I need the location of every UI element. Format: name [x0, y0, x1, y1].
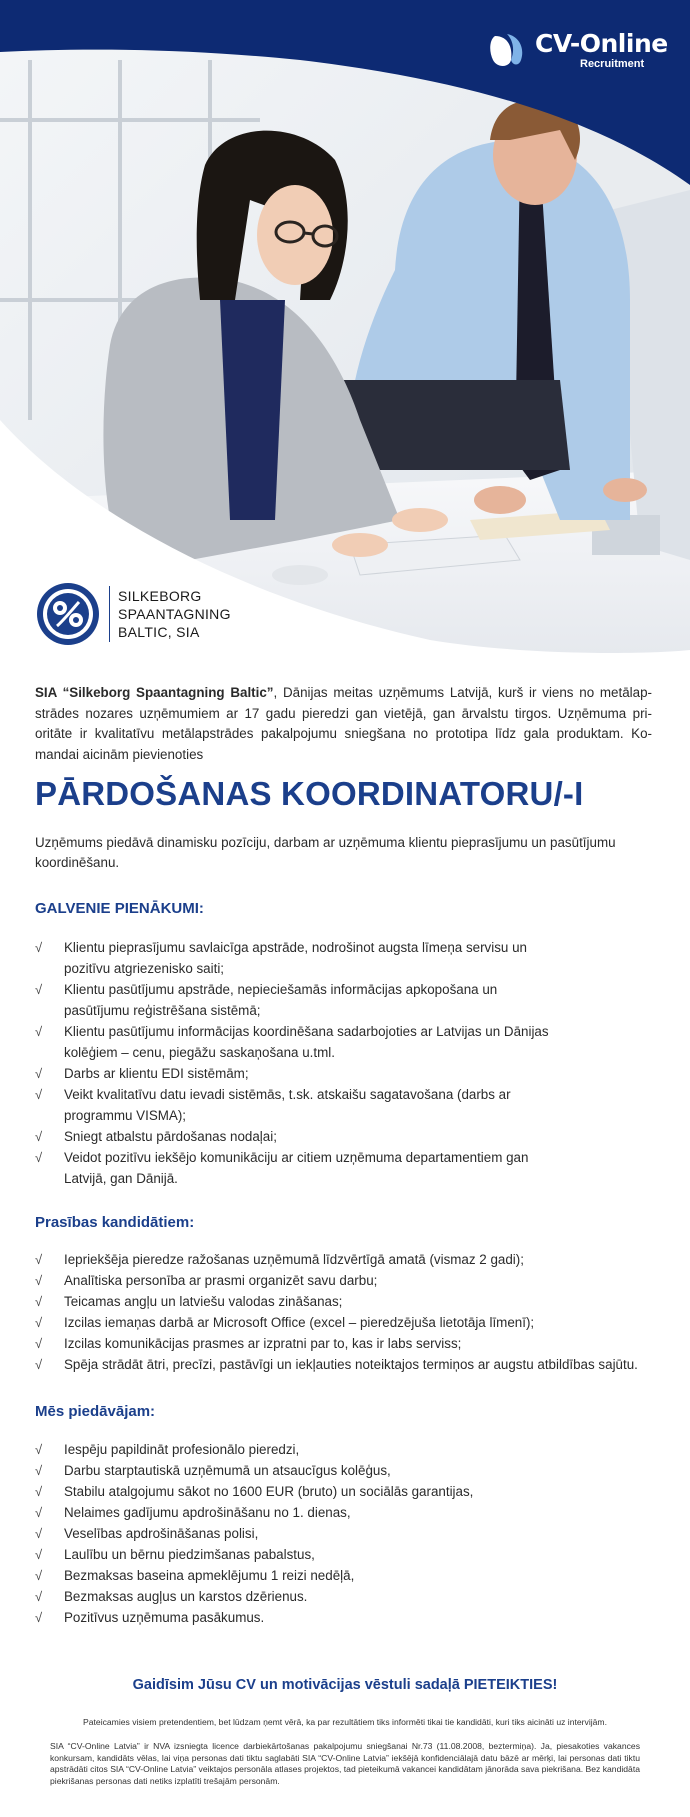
- check-icon: √: [35, 1526, 43, 1541]
- list-item-text: Laulību un bērnu piedzimšanas pabalstus,: [64, 1547, 315, 1562]
- list-item: [35, 1586, 635, 1607]
- list-item-text: Analītiska personība ar prasmi organizēt savu darbu;: [64, 1273, 378, 1288]
- list-item: [35, 1607, 635, 1628]
- check-icon: √: [35, 982, 43, 997]
- list-item: [35, 1021, 565, 1063]
- check-icon: √: [35, 1129, 43, 1144]
- company-name-line1: SILKEBORG: [118, 588, 202, 604]
- check-icon: √: [35, 1066, 43, 1081]
- list-item-text: Bezmaksas augļus un karstos dzērienus.: [64, 1589, 308, 1604]
- check-icon: √: [35, 1357, 43, 1372]
- offer-heading: Mēs piedāvājam:: [35, 1403, 156, 1420]
- check-icon: √: [35, 940, 43, 955]
- company-logo: [35, 581, 231, 647]
- job-title: PĀRDOŠANAS KOORDINATORU/-I: [35, 775, 584, 812]
- list-item: [35, 1544, 635, 1565]
- list-item-text: Izcilas komunikācijas prasmes ar izpratni par to, kas ir labs serviss;: [64, 1336, 462, 1351]
- list-item-text: Iepriekšēja pieredze ražošanas uzņēmumā līdzvērtīgā amatā (vismaz 2 gadi);: [64, 1252, 524, 1267]
- legal-notice: SIA “CV-Online Latvia” ir NVA izsniegta licence darbiekārtošanas pakalpojumu sniegšanai Nr.73 (11.08.2008, beztermiņa). Ja, piesakoties vakances konkursam, kandidāts vēlas, lai viņa personas dati tiktu saglabāti SIA “CV-Online Latvia” iekšējā konfidenciālajā datu bāzē ar mērķi, lai personas dati tiktu apstrādāti citos SIA “CV-Online Latvia” veiktajos personāla atlases projektos, tad pieteikumā vakancei kandidātam jānorāda sava piekrišana. Bez kandidāta piekrišanas personas dati netiks izplatīti trešajām personām.: [50, 1741, 640, 1786]
- check-icon: √: [35, 1610, 43, 1625]
- list-item-text: Sniegt atbalstu pārdošanas nodaļai;: [64, 1129, 277, 1144]
- list-item-text: Klientu pasūtījumu apstrāde, nepieciešamās informācijas apkopošana un pasūtījumu reģistrēšana sistēmā;: [64, 982, 498, 1018]
- list-item-text: Pozitīvus uzņēmuma pasākumus.: [64, 1610, 265, 1625]
- check-icon: √: [35, 1505, 43, 1520]
- check-icon: √: [35, 1150, 43, 1165]
- hero-banner: [0, 0, 690, 655]
- list-item: [35, 1354, 690, 1375]
- check-icon: √: [35, 1589, 43, 1604]
- requirements-list: [35, 1249, 690, 1375]
- list-item: [35, 1439, 635, 1460]
- list-item: [35, 979, 565, 1021]
- list-item-text: Spēja strādāt ātri, precīzi, pastāvīgi un iekļauties noteiktajos termiņos ar augstu atbildības sajūtu.: [64, 1357, 638, 1372]
- logo-divider: [109, 586, 110, 642]
- check-icon: √: [35, 1336, 43, 1351]
- cv-online-subtitle: Recruitment: [580, 57, 645, 70]
- list-item-text: Darbs ar klientu EDI sistēmām;: [64, 1066, 249, 1081]
- check-icon: √: [35, 1087, 43, 1102]
- list-item: [35, 1460, 635, 1481]
- list-item: [35, 1084, 565, 1126]
- list-item-text: Darbu starptautiskā uzņēmumā un atsaucīgus kolēģus,: [64, 1463, 391, 1478]
- check-icon: √: [35, 1294, 43, 1309]
- check-icon: √: [35, 1568, 43, 1583]
- check-icon: √: [35, 1252, 43, 1267]
- list-item-text: Veikt kvalitatīvu datu ievadi sistēmās, t.sk. atskaišu sagatavošana (darbs ar programmu VISMA);: [64, 1087, 511, 1123]
- check-icon: √: [35, 1484, 43, 1499]
- check-icon: √: [35, 1547, 43, 1562]
- check-icon: √: [35, 1442, 43, 1457]
- list-item-text: Klientu pieprasījumu savlaicīga apstrāde, nodrošinot augsta līmeņa servisu un pozitīvu atgriezenisko saiti;: [64, 940, 527, 976]
- list-item: [35, 1333, 690, 1354]
- cv-online-logo: [487, 30, 668, 70]
- list-item-text: Teicamas angļu un latviešu valodas zināšanas;: [64, 1294, 343, 1309]
- list-item: [35, 1502, 635, 1523]
- company-name: [118, 587, 231, 641]
- offer-list: [35, 1439, 635, 1628]
- list-item: [35, 1147, 565, 1189]
- apply-call-to-action: Gaidīsim Jūsu CV un motivācijas vēstuli sadaļā PIETEIKTIES!: [132, 1677, 558, 1693]
- thanks-note: Pateicamies visiem pretendentiem, bet lūdzam ņemt vērā, ka par rezultātiem tiks informēti tikai tie kandidāti, kuri tiks aicināti uz intervijām.: [83, 1717, 607, 1727]
- list-item: [35, 1523, 635, 1544]
- list-item: [35, 937, 565, 979]
- hero-photo: [0, 0, 690, 655]
- list-item-text: Izcilas iemaņas darbā ar Microsoft Office (excel – pieredzējuša lietotāja līmenī);: [64, 1315, 535, 1330]
- cv-online-leaf-icon: [487, 30, 527, 70]
- requirements-heading: Prasības kandidātiem:: [35, 1214, 195, 1231]
- intro-paragraph: [35, 683, 652, 765]
- check-icon: √: [35, 1463, 43, 1478]
- list-item: [35, 1481, 635, 1502]
- job-description: Uzņēmums piedāvā dinamisku pozīciju, darbam ar uzņēmuma klientu pieprasījumu un pasūtījumu koordinēšanu.: [35, 835, 616, 870]
- company-name-line3: BALTIC, SIA: [118, 624, 200, 640]
- check-icon: √: [35, 1273, 43, 1288]
- list-item: [35, 1063, 565, 1084]
- cv-online-brand: CV-Online: [535, 28, 668, 58]
- intro-company-name: SIA “Silkeborg Spaantagning Baltic”: [35, 685, 274, 700]
- list-item: [35, 1291, 690, 1312]
- list-item: [35, 1126, 565, 1147]
- list-item-text: Stabilu atalgojumu sākot no 1600 EUR (bruto) un sociālās garantijas,: [64, 1484, 474, 1499]
- silkeborg-emblem-icon: [35, 581, 101, 647]
- list-item-text: Veselības apdrošināšanas polisi,: [64, 1526, 259, 1541]
- list-item-text: Bezmaksas baseina apmeklējumu 1 reizi nedēļā,: [64, 1568, 355, 1583]
- intro-text: , Dānijas meitas uzņēmums Latvijā, kurš ir viens no metālap-strādes nozares uzņēmumiem ar 17 gadu pieredzi gan vietējā, gan ārvalstu tirgos. Uzņēmuma pri-oritāte ir kvalitatīvu metālapstrādes pakalpojumu sniegšana no prototipa līdz gala produktam. Ko-mandai aicinām pievienoties: [35, 685, 653, 762]
- list-item: [35, 1565, 635, 1586]
- list-item: [35, 1312, 690, 1333]
- list-item-text: Klientu pasūtījumu informācijas koordinēšana sadarbojoties ar Latvijas un Dānijas kolēģiem – cenu, piegāžu saskaņošana u.tml.: [64, 1024, 549, 1060]
- duties-heading: GALVENIE PIENĀKUMI:: [35, 900, 204, 917]
- list-item: [35, 1249, 690, 1270]
- duties-list: [35, 937, 565, 1189]
- list-item-text: Veidot pozitīvu iekšējo komunikāciju ar citiem uzņēmuma departamentiem gan Latvijā, gan Dānijā.: [64, 1150, 529, 1186]
- check-icon: √: [35, 1024, 43, 1039]
- check-icon: √: [35, 1315, 43, 1330]
- list-item-text: Nelaimes gadījumu apdrošināšanu no 1. dienas,: [64, 1505, 351, 1520]
- list-item: [35, 1270, 690, 1291]
- company-name-line2: SPAANTAGNING: [118, 606, 231, 622]
- list-item-text: Iespēju papildināt profesionālo pieredzi,: [64, 1442, 300, 1457]
